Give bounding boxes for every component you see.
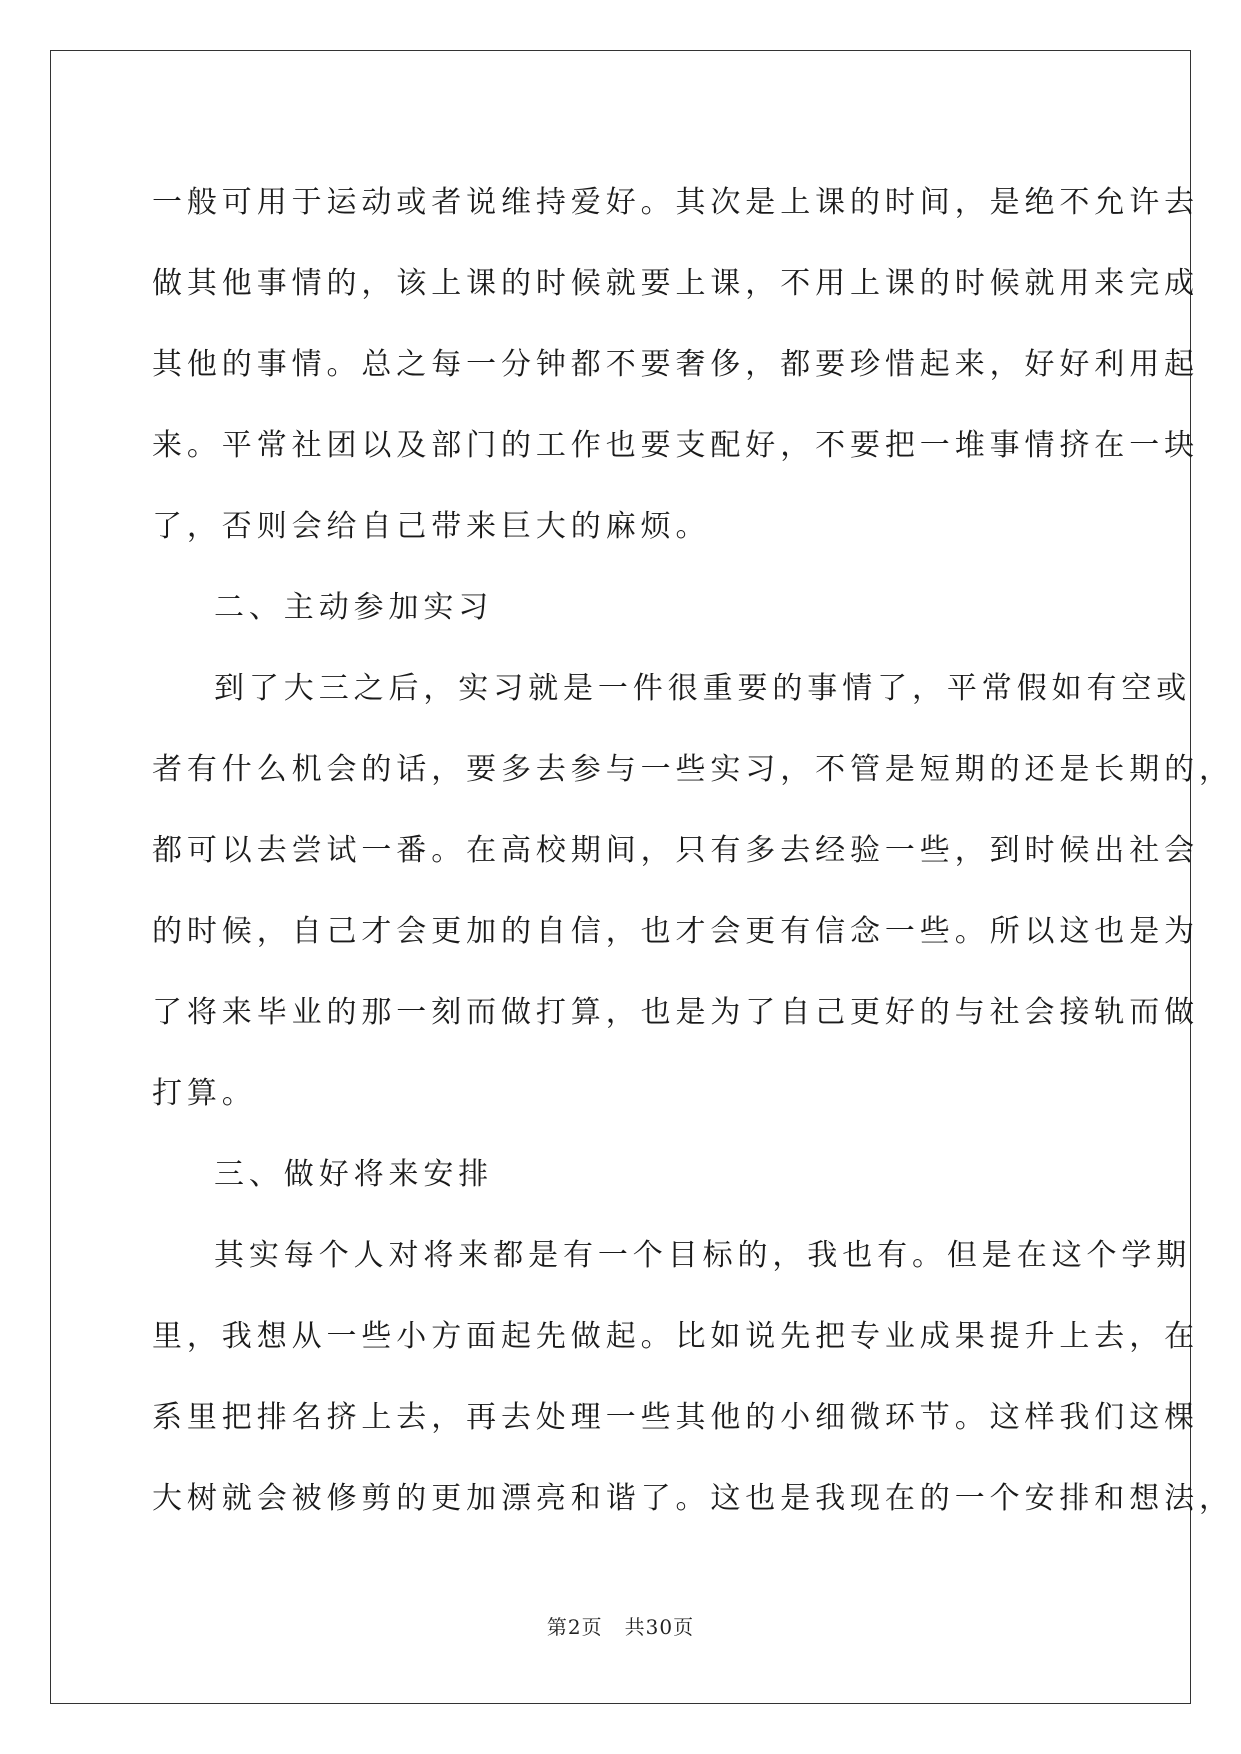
text-line: 都可以去尝试一番。在高校期间，只有多去经验一些，到时候出社会 — [152, 833, 1199, 868]
text-line: 的时候，自己才会更加的自信，也才会更有信念一些。所以这也是为 — [152, 914, 1199, 949]
text-line: 里，我想从一些小方面起先做起。比如说先把专业成果提升上去，在 — [152, 1319, 1199, 1354]
document-body — [152, 162, 1234, 1539]
text-line: 打算。 — [152, 1076, 257, 1111]
text-line: 做其他事情的，该上课的时候就要上课，不用上课的时候就用来完成 — [152, 266, 1199, 301]
page-footer — [0, 1611, 1241, 1640]
text-line: 系里把排名挤上去，再去处理一些其他的小细微环节。这样我们这棵 — [152, 1400, 1199, 1435]
text-line: 一般可用于运动或者说维持爱好。其次是上课的时间，是绝不允许去 — [152, 185, 1199, 220]
page-total: 共30页 — [624, 1615, 695, 1639]
text-line: 其他的事情。总之每一分钟都不要奢侈，都要珍惜起来，好好利用起 — [152, 347, 1199, 382]
text-line: 三、做好将来安排 — [214, 1157, 494, 1192]
page-number: 第2页 — [546, 1615, 603, 1639]
text-line: 了将来毕业的那一刻而做打算，也是为了自己更好的与社会接轨而做 — [152, 995, 1199, 1030]
text-line: 其实每个人对将来都是有一个目标的，我也有。但是在这个学期 — [214, 1238, 1192, 1273]
text-line: 了，否则会给自己带来巨大的麻烦。 — [152, 509, 711, 544]
text-line: 二、主动参加实习 — [214, 590, 494, 625]
text-line: 到了大三之后，实习就是一件很重要的事情了，平常假如有空或 — [214, 671, 1192, 706]
text-line: 大树就会被修剪的更加漂亮和谐了。这也是我现在的一个安排和想法， — [152, 1481, 1234, 1516]
text-line: 来。平常社团以及部门的工作也要支配好，不要把一堆事情挤在一块 — [152, 428, 1199, 463]
text-line: 者有什么机会的话，要多去参与一些实习，不管是短期的还是长期的， — [152, 752, 1234, 787]
